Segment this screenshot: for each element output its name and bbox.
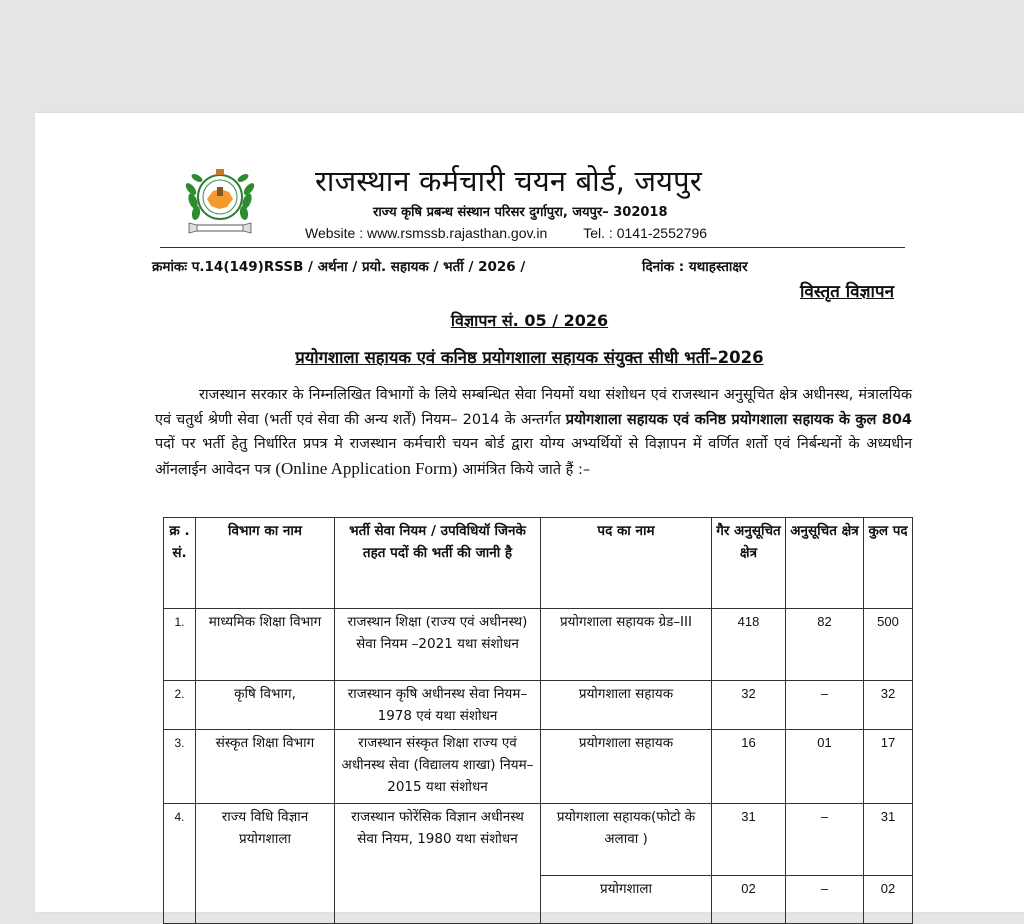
cell-total: 17 [864,730,913,804]
table-row [164,609,913,681]
advertisement-number: विज्ञापन सं. 05 / 2026 [450,311,609,330]
cell-department: राज्य विधि विज्ञान प्रयोगशाला [196,804,335,924]
intro-paragraph [155,383,912,482]
table-row [164,730,913,804]
cell-serial-number: 2. [164,681,196,730]
cell-serial-number: 3. [164,730,196,804]
cell-rules: राजस्थान कृषि अधीनस्थ सेवा नियम–1978 एवं यथा संशोधन [335,681,541,730]
header-scheduled-area: अनुसूचित क्षेत्र [786,518,864,609]
header-total-posts: कुल पद [864,518,913,609]
cell-scheduled: 82 [786,609,864,681]
intro-text-3: आमंत्रित किये जाते हैं :– [457,461,591,478]
cell-department: कृषि विभाग, [196,681,335,730]
cell-total: 02 [864,876,913,924]
detailed-advertisement-label: विस्तृत विज्ञापन [800,282,895,302]
cell-serial-number: 1. [164,609,196,681]
cell-post-name: प्रयोगशाला सहायक ग्रेड–III [541,609,712,681]
cell-scheduled: – [786,876,864,924]
rsmssb-emblem-icon [183,161,257,237]
cell-rules: राजस्थान संस्कृत शिक्षा राज्य एवं अधीनस्थ सेवा (विद्यालय शाखा) नियम– 2015 यथा संशोधन [335,730,541,804]
header-non-scheduled-area: गैर अनुसूचित क्षेत्र [712,518,786,609]
cell-department: संस्कृत शिक्षा विभाग [196,730,335,804]
advertisement-title: प्रयोगशाला सहायक एवं कनिष्ठ प्रयोगशाला सहायक संयुक्त सीधी भर्ती–2026 [295,348,764,367]
header-serial-number: क्र . सं. [164,518,196,609]
header-recruitment-rules: भर्ती सेवा नियम / उपविधियॉ जिनके तहत पदों की भर्ती की जानी है [335,518,541,609]
cell-non-scheduled: 418 [712,609,786,681]
telephone-number: Tel. : 0141-2552796 [583,225,708,241]
intro-bold-total-posts: प्रयोगशाला सहायक एवं कनिष्ठ प्रयोगशाला सहायक के कुल 804 [565,411,913,428]
reference-number: क्रमांकः प.14(149)RSSB / अर्थना / प्रयो. सहायक / भर्ती / 2026 / [152,259,526,275]
posts-table [163,517,913,924]
contact-line [305,225,707,241]
header-post-name: पद का नाम [541,518,712,609]
cell-rules: राजस्थान शिक्षा (राज्य एवं अधीनस्थ) सेवा नियम –2021 यथा संशोधन [335,609,541,681]
cell-post-name: प्रयोगशाला सहायक [541,730,712,804]
cell-department: माध्यमिक शिक्षा विभाग [196,609,335,681]
intro-online-form: (Online Application Form) [275,458,458,478]
cell-total: 500 [864,609,913,681]
cell-serial-number: 4. [164,804,196,924]
header-divider [160,247,905,248]
header-department: विभाग का नाम [196,518,335,609]
cell-total: 32 [864,681,913,730]
cell-scheduled: – [786,681,864,730]
cell-scheduled: – [786,804,864,876]
cell-total: 31 [864,804,913,876]
cell-scheduled: 01 [786,730,864,804]
document-page [35,113,1024,912]
intro-text-2: पदों पर भर्ती हेतु निर्धारित प्रपत्र मे राजस्थान कर्मचारी चयन बोर्ड द्वारा योग्य अभ्यर्थियों से विज्ञापन में वर्णित शर्तो एवं निर्बन्धनों के अध्यधीन ऑनलाईन आवेदन पत्र [155,436,912,478]
organization-address: राज्य कृषि प्रबन्ध संस्थान परिसर दुर्गापुरा, जयपुर– 302018 [373,205,668,220]
table-header-row [164,518,913,609]
cell-post-name: प्रयोगशाला [541,876,712,924]
cell-non-scheduled: 32 [712,681,786,730]
cell-non-scheduled: 16 [712,730,786,804]
intro-text-1: राजस्थान सरकार के निम्नलिखित विभागों के लिये सम्बन्धित सेवा नियमों यथा संशोधन एवं राजस्थान अनुसूचित क्षेत्र अधीनस्थ, मंत्रालयिक एवं चतुर्थ श्रेणी सेवा (भर्ती एवं सेवा की अन्य शर्तें) नियम– 2014 के अन्तर्गत [155,387,912,428]
document-date: दिनांक : यथाहस्ताक्षर [642,259,748,275]
organization-name: राजस्थान कर्मचारी चयन बोर्ड, जयपुर [315,164,702,198]
cell-post-name: प्रयोगशाला सहायक [541,681,712,730]
cell-non-scheduled: 31 [712,804,786,876]
table-row [164,681,913,730]
table-row [164,804,913,876]
cell-post-name: प्रयोगशाला सहायक(फोटो के अलावा ) [541,804,712,876]
cell-rules: राजस्थान फोरेंसिक विज्ञान अधीनस्थ सेवा नियम, 1980 यथा संशोधन [335,804,541,924]
website-link[interactable]: Website : www.rsmssb.rajasthan.gov.in [305,225,548,241]
cell-non-scheduled: 02 [712,876,786,924]
